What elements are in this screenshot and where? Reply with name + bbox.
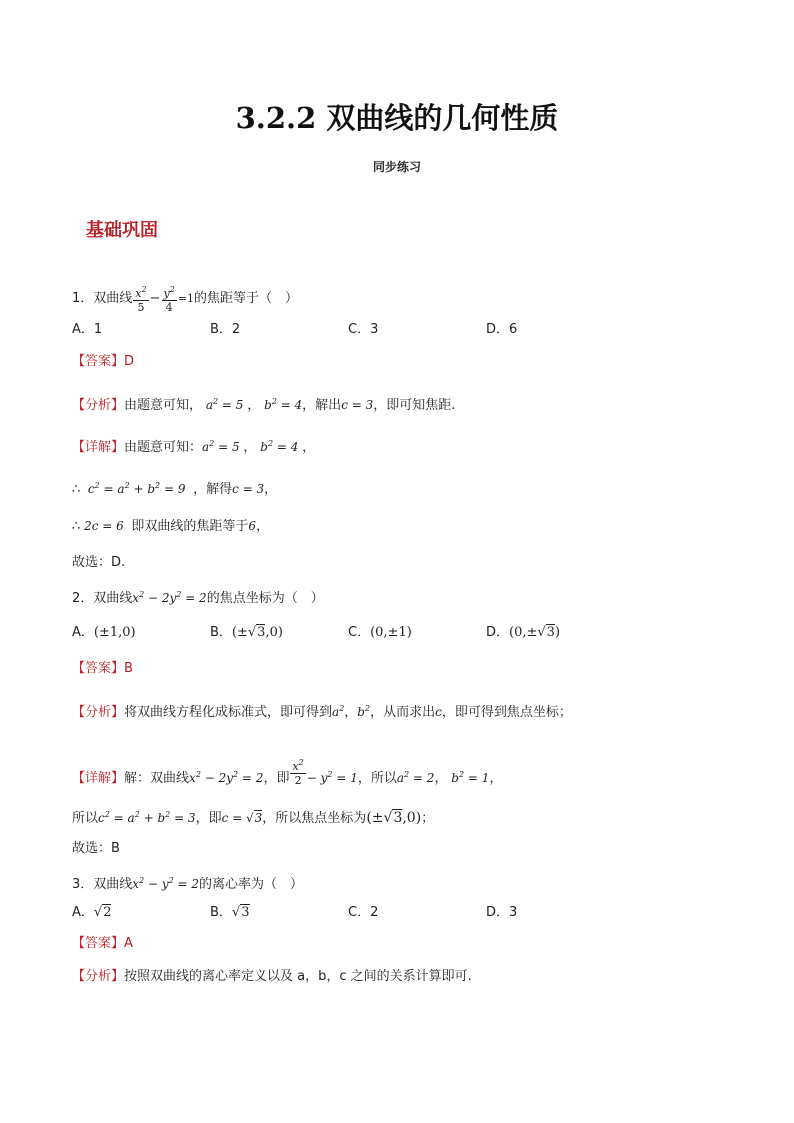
q2-analysis: 【分析】将双曲线方程化成标准式，即可得到$a^2$，$b^2$，从而求出c，即可得到焦点坐标；	[72, 704, 572, 720]
analysis-text: ，解出	[302, 398, 342, 413]
analysis-text: ，即可知焦距.	[373, 398, 456, 413]
q2-detail: 【详解】解：双曲线$x^2 - 2y^2 = 2$，即 $\frac{x^2}{2}$ − $y^2 = 1$，所以$a^2 = 2$， $b^2 = 1$，	[72, 758, 503, 787]
answer-label: 【答案】	[72, 661, 125, 676]
answer-value: D	[124, 354, 135, 369]
q2-answer	[72, 660, 133, 678]
q1-option-b[interactable]: B．2	[210, 322, 241, 337]
analysis-text: ，从而求出	[370, 705, 436, 720]
analysis-text: ，即可得到焦点坐标；	[441, 705, 572, 720]
question-1-prefix: 1．双曲线	[72, 291, 133, 306]
analysis-text: 由题意可知，	[124, 398, 203, 413]
q2-option-b[interactable]: B．(±√3,0)	[210, 625, 283, 640]
question-2: 2．双曲线$x^2 - 2y^2 = 2$的焦点坐标为（ ）	[72, 590, 324, 606]
q3-option-d[interactable]: D．3	[486, 905, 518, 920]
q1-option-d[interactable]: D．6	[486, 322, 518, 337]
detail-label: 【详解】	[72, 771, 125, 786]
step-text: ，	[256, 519, 270, 534]
question-3: 3．双曲线$x^2 - y^2 = 2$的离心率为（ ）	[72, 876, 304, 892]
answer-value: B	[124, 661, 133, 676]
step-text: ，解得	[193, 482, 233, 497]
q3-option-b[interactable]: B．√3	[210, 905, 250, 920]
detail-text: ，	[243, 440, 257, 455]
q2-option-d[interactable]: D．(0,±√3)	[486, 625, 561, 640]
answer-label: 【答案】	[72, 936, 125, 951]
detail-text: ，所以焦点坐标为	[262, 811, 367, 826]
q2-detail-line-2: 所以$c^2 = a^2 + b^2 = 3$，即c = √3，所以焦点坐标为(±√3,0)；	[72, 810, 435, 826]
detail-text: ，所以	[357, 771, 397, 786]
analysis-label: 【分析】	[72, 969, 125, 984]
page-title: 3.2.2 双曲线的几何性质	[235, 101, 559, 135]
step-text: 即双曲线的焦距等于	[131, 519, 249, 534]
fraction-y2-4: $\frac{y^2}{4}$	[163, 285, 175, 314]
detail-text: ，	[489, 771, 503, 786]
analysis-text: ，	[344, 705, 358, 720]
question-2-prefix: 2．双曲线	[72, 591, 133, 606]
q2-option-a[interactable]: A．(±1,0)	[72, 625, 136, 640]
question-2-suffix: 的焦点坐标为（ ）	[206, 591, 324, 606]
detail-text: ，	[434, 771, 448, 786]
q1-detail: 【详解】由题意可知：$a^2 = 5$ ， $b^2 = 4$ ，	[72, 439, 316, 455]
detail-text: 由题意可知：	[124, 440, 203, 455]
q3-option-c[interactable]: C．2	[348, 905, 379, 920]
q2-choose: 故选：B	[72, 841, 120, 856]
fraction-x2-2: $\frac{x^2}{2}$	[292, 758, 304, 787]
detail-text: 解：双曲线	[124, 771, 190, 786]
question-1-suffix: 的焦距等于（ ）	[194, 291, 299, 306]
q3-analysis	[72, 968, 472, 986]
analysis-label: 【分析】	[72, 705, 125, 720]
detail-text: ，	[302, 440, 316, 455]
answer-label: 【答案】	[72, 354, 125, 369]
analysis-text: 按照双曲线的离心率定义以及 a，b，c 之间的关系计算即可.	[124, 969, 472, 984]
detail-text: ，即	[195, 811, 222, 826]
detail-text: ，即	[263, 771, 290, 786]
question-3-suffix: 的离心率为（ ）	[199, 877, 304, 892]
question-3-prefix: 3．双曲线	[72, 877, 133, 892]
fraction-x2-5: $\frac{x^2}{5}$	[135, 285, 147, 314]
answer-value: A	[124, 936, 133, 951]
page-subtitle: 同步练习	[372, 160, 421, 174]
step-text: ，	[264, 482, 278, 497]
detail-text: ；	[421, 811, 435, 826]
analysis-label: 【分析】	[72, 398, 125, 413]
q1-step-1: ∴ $c^2 = a^2 + b^2 = 9$ ，解得c = 3，	[72, 481, 278, 497]
analysis-text: 将双曲线方程化成标准式，即可得到	[124, 705, 333, 720]
therefore-symbol: ∴	[72, 482, 81, 497]
q1-step-2: ∴ 2c = 6 即双曲线的焦距等于6，	[72, 519, 270, 534]
section-heading: 基础巩固	[86, 220, 158, 241]
q3-option-a[interactable]: A．√2	[72, 905, 112, 920]
q1-option-a[interactable]: A．1	[72, 322, 103, 337]
q1-choose: 故选：D.	[72, 555, 126, 570]
detail-label: 【详解】	[72, 440, 125, 455]
analysis-text: ，	[247, 398, 261, 413]
q1-option-c[interactable]: C．3	[348, 322, 379, 337]
question-1: 1．双曲线 $\frac{x^2}{5}$ − $\frac{y^2}{4}$ =1的焦距等于（ ）	[72, 285, 299, 314]
therefore-symbol: ∴	[72, 519, 81, 534]
q3-answer	[72, 935, 133, 953]
detail-text: 所以	[72, 811, 99, 826]
q2-option-c[interactable]: C．(0,±1)	[348, 625, 412, 640]
q1-answer	[72, 353, 134, 371]
q1-analysis: 【分析】由题意可知， $a^2 = 5$ ， $b^2 = 4$，解出c = 3，即可知焦距.	[72, 397, 456, 413]
